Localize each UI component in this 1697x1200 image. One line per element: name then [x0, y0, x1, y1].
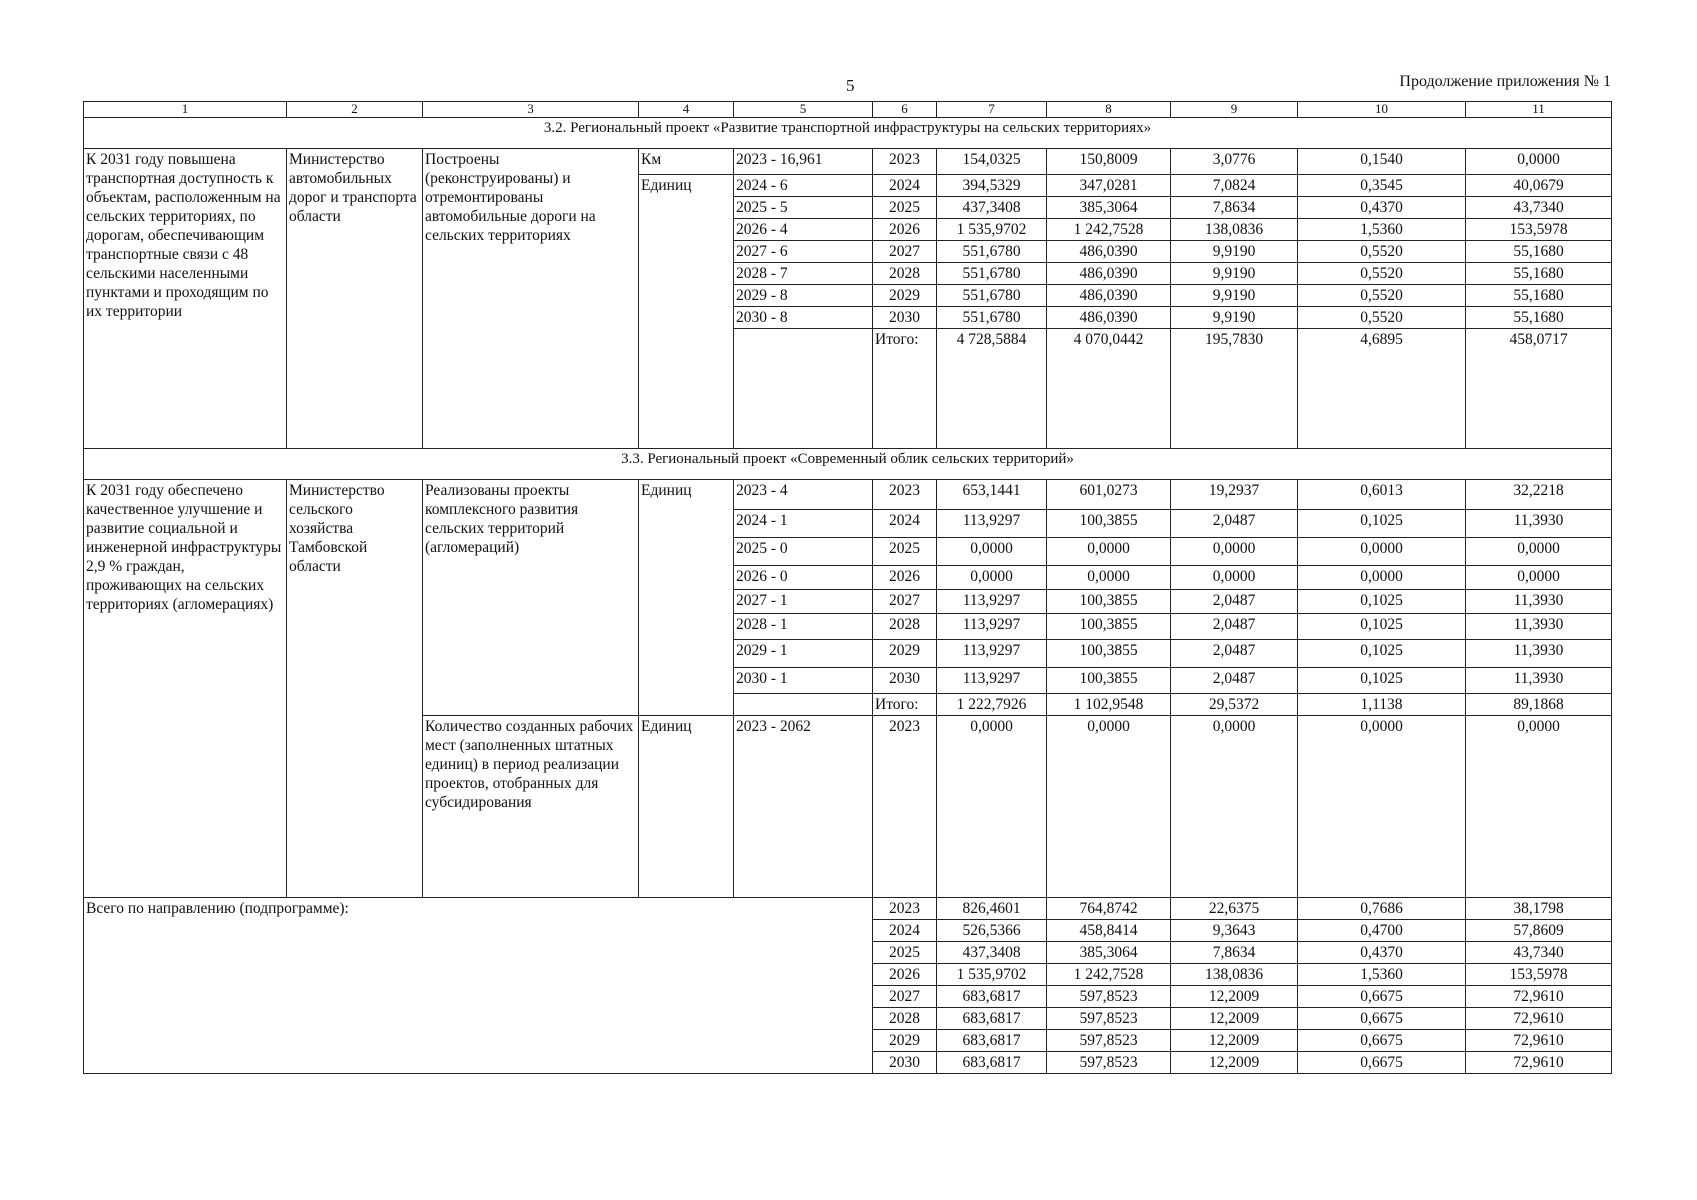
target-cell: 2028 - 1 [734, 614, 873, 640]
value-cell: 19,2937 [1171, 480, 1298, 510]
target-cell: 2030 - 8 [734, 307, 873, 329]
value-cell: 72,9610 [1466, 1052, 1612, 1074]
value-cell: 0,5520 [1298, 307, 1466, 329]
column-number: 7 [937, 102, 1047, 118]
value-cell: 486,0390 [1047, 307, 1171, 329]
column-number: 8 [1047, 102, 1171, 118]
value-cell: 154,0325 [937, 149, 1047, 175]
year-cell: 2029 [873, 640, 937, 668]
value-cell: 0,1540 [1298, 149, 1466, 175]
value-cell: 72,9610 [1466, 1008, 1612, 1030]
unit-cell: Единиц [639, 480, 734, 716]
target-cell [734, 329, 873, 449]
value-cell: 0,1025 [1298, 614, 1466, 640]
value-cell: 11,3930 [1466, 668, 1612, 694]
value-cell: 826,4601 [937, 898, 1047, 920]
section-title: 3.3. Региональный проект «Современный облик сельских территорий» [84, 449, 1612, 480]
year-cell: 2027 [873, 241, 937, 263]
value-cell: 0,0000 [1466, 716, 1612, 898]
target-cell [734, 694, 873, 716]
year-cell: 2028 [873, 263, 937, 285]
column-number: 1 [84, 102, 287, 118]
value-cell: 55,1680 [1466, 241, 1612, 263]
executor-cell: Министерство автомобильных дорог и транспорта области [287, 149, 423, 449]
value-cell: 0,4700 [1298, 920, 1466, 942]
target-cell: 2023 - 16,961 [734, 149, 873, 175]
value-cell: 0,4370 [1298, 197, 1466, 219]
year-cell: 2030 [873, 1052, 937, 1074]
target-cell: 2024 - 1 [734, 510, 873, 538]
value-cell: 2,0487 [1171, 668, 1298, 694]
target-cell: 2027 - 1 [734, 590, 873, 614]
value-cell: 653,1441 [937, 480, 1047, 510]
value-cell: 683,6817 [937, 1008, 1047, 1030]
year-cell: 2026 [873, 964, 937, 986]
column-number: 6 [873, 102, 937, 118]
value-cell: 12,2009 [1171, 986, 1298, 1008]
value-cell: 9,9190 [1171, 241, 1298, 263]
goal-cell: К 2031 году обеспечено качественное улучшение и развитие социальной и инженерной инфраструктуры 2,9 % граждан, проживающих на сельских территориях (агломерациях) [84, 480, 287, 898]
column-number: 2 [287, 102, 423, 118]
value-cell: 72,9610 [1466, 986, 1612, 1008]
value-cell: 0,0000 [937, 538, 1047, 566]
year-cell: 2028 [873, 614, 937, 640]
value-cell: 0,5520 [1298, 263, 1466, 285]
value-cell: 0,6013 [1298, 480, 1466, 510]
page-number: 5 [846, 76, 855, 95]
value-cell: 601,0273 [1047, 480, 1171, 510]
value-cell: 40,0679 [1466, 175, 1612, 197]
value-cell: 385,3064 [1047, 197, 1171, 219]
year-cell: 2023 [873, 480, 937, 510]
value-cell: 72,9610 [1466, 1030, 1612, 1052]
value-cell: 38,1798 [1466, 898, 1612, 920]
value-cell: 9,9190 [1171, 285, 1298, 307]
section-title: 3.2. Региональный проект «Развитие транспортной инфраструктуры на сельских территориях» [84, 118, 1612, 149]
value-cell: 0,5520 [1298, 285, 1466, 307]
value-cell: 0,6675 [1298, 1052, 1466, 1074]
year-cell: 2027 [873, 986, 937, 1008]
total-value: 29,5372 [1171, 694, 1298, 716]
value-cell: 0,5520 [1298, 241, 1466, 263]
value-cell: 0,0000 [1047, 716, 1171, 898]
total-value: 1 102,9548 [1047, 694, 1171, 716]
target-cell: 2025 - 5 [734, 197, 873, 219]
value-cell: 0,0000 [1466, 566, 1612, 590]
value-cell: 1 535,9702 [937, 964, 1047, 986]
value-cell: 100,3855 [1047, 640, 1171, 668]
target-cell: 2025 - 0 [734, 538, 873, 566]
year-cell: 2026 [873, 219, 937, 241]
value-cell: 113,9297 [937, 640, 1047, 668]
column-number: 11 [1466, 102, 1612, 118]
value-cell: 55,1680 [1466, 263, 1612, 285]
value-cell: 3,0776 [1171, 149, 1298, 175]
target-cell: 2023 - 4 [734, 480, 873, 510]
total-value: 4 728,5884 [937, 329, 1047, 449]
total-value: 4,6895 [1298, 329, 1466, 449]
year-cell: 2025 [873, 197, 937, 219]
value-cell: 12,2009 [1171, 1052, 1298, 1074]
year-cell: 2027 [873, 590, 937, 614]
table-row [84, 480, 1612, 510]
section-title-row [84, 118, 1612, 149]
value-cell: 2,0487 [1171, 640, 1298, 668]
value-cell: 43,7340 [1466, 942, 1612, 964]
continuation-note: Продолжение приложения № 1 [1399, 73, 1611, 90]
value-cell: 2,0487 [1171, 510, 1298, 538]
value-cell: 9,9190 [1171, 307, 1298, 329]
value-cell: 1 242,7528 [1047, 964, 1171, 986]
value-cell: 551,6780 [937, 263, 1047, 285]
value-cell: 0,6675 [1298, 986, 1466, 1008]
value-cell: 0,1025 [1298, 668, 1466, 694]
value-cell: 597,8523 [1047, 986, 1171, 1008]
value-cell: 113,9297 [937, 510, 1047, 538]
value-cell: 12,2009 [1171, 1030, 1298, 1052]
value-cell: 0,6675 [1298, 1008, 1466, 1030]
value-cell: 11,3930 [1466, 614, 1612, 640]
value-cell: 683,6817 [937, 986, 1047, 1008]
value-cell: 0,0000 [1171, 566, 1298, 590]
value-cell: 9,3643 [1171, 920, 1298, 942]
total-label: Итого: [873, 329, 937, 449]
table-body [84, 102, 1612, 1074]
value-cell: 683,6817 [937, 1052, 1047, 1074]
section-title-row [84, 449, 1612, 480]
value-cell: 486,0390 [1047, 241, 1171, 263]
value-cell: 385,3064 [1047, 942, 1171, 964]
year-cell: 2029 [873, 1030, 937, 1052]
year-cell: 2023 [873, 898, 937, 920]
value-cell: 683,6817 [937, 1030, 1047, 1052]
summary-row [84, 898, 1612, 920]
value-cell: 11,3930 [1466, 510, 1612, 538]
indicator-cell: Реализованы проекты комплексного развития сельских территорий (агломераций) [423, 480, 639, 716]
target-cell: 2026 - 0 [734, 566, 873, 590]
value-cell: 55,1680 [1466, 285, 1612, 307]
value-cell: 0,0000 [1466, 538, 1612, 566]
value-cell: 1,5360 [1298, 964, 1466, 986]
target-cell: 2023 - 2062 [734, 716, 873, 898]
total-label: Итого: [873, 694, 937, 716]
value-cell: 100,3855 [1047, 590, 1171, 614]
program-table [83, 101, 1612, 1074]
value-cell: 0,1025 [1298, 510, 1466, 538]
column-number: 3 [423, 102, 639, 118]
year-cell: 2030 [873, 307, 937, 329]
goal-cell: К 2031 году повышена транспортная доступность к объектам, расположенным на сельских территориях, по дорогам, обеспечивающим транспортные связи с 48 сельскими населенными пунктами и проходящим по их территории [84, 149, 287, 449]
value-cell: 0,0000 [1298, 716, 1466, 898]
target-cell: 2030 - 1 [734, 668, 873, 694]
target-cell: 2027 - 6 [734, 241, 873, 263]
value-cell: 458,8414 [1047, 920, 1171, 942]
value-cell: 100,3855 [1047, 668, 1171, 694]
value-cell: 0,0000 [937, 566, 1047, 590]
value-cell: 100,3855 [1047, 510, 1171, 538]
year-cell: 2025 [873, 942, 937, 964]
target-cell: 2029 - 8 [734, 285, 873, 307]
value-cell: 0,0000 [1171, 716, 1298, 898]
column-number: 9 [1171, 102, 1298, 118]
unit-cell: Единиц [639, 175, 734, 449]
target-cell: 2029 - 1 [734, 640, 873, 668]
value-cell: 0,1025 [1298, 590, 1466, 614]
value-cell: 0,0000 [937, 716, 1047, 898]
total-value: 4 070,0442 [1047, 329, 1171, 449]
target-cell: 2024 - 6 [734, 175, 873, 197]
value-cell: 597,8523 [1047, 1052, 1171, 1074]
year-cell: 2025 [873, 538, 937, 566]
value-cell: 551,6780 [937, 285, 1047, 307]
year-cell: 2030 [873, 668, 937, 694]
value-cell: 394,5329 [937, 175, 1047, 197]
column-number: 5 [734, 102, 873, 118]
value-cell: 11,3930 [1466, 640, 1612, 668]
value-cell: 526,5366 [937, 920, 1047, 942]
indicator-cell: Количество созданных рабочих мест (заполненных штатных единиц) в период реализации проектов, отобранных для субсидирования [423, 716, 639, 898]
value-cell: 55,1680 [1466, 307, 1612, 329]
year-cell: 2023 [873, 149, 937, 175]
value-cell: 0,0000 [1047, 538, 1171, 566]
value-cell: 597,8523 [1047, 1030, 1171, 1052]
value-cell: 597,8523 [1047, 1008, 1171, 1030]
unit-cell: Км [639, 149, 734, 175]
value-cell: 486,0390 [1047, 263, 1171, 285]
value-cell: 7,0824 [1171, 175, 1298, 197]
value-cell: 0,0000 [1171, 538, 1298, 566]
value-cell: 1 535,9702 [937, 219, 1047, 241]
value-cell: 100,3855 [1047, 614, 1171, 640]
total-value: 1,1138 [1298, 694, 1466, 716]
value-cell: 1,5360 [1298, 219, 1466, 241]
value-cell: 12,2009 [1171, 1008, 1298, 1030]
value-cell: 551,6780 [937, 241, 1047, 263]
total-value: 458,0717 [1466, 329, 1612, 449]
year-cell: 2029 [873, 285, 937, 307]
value-cell: 150,8009 [1047, 149, 1171, 175]
value-cell: 437,3408 [937, 942, 1047, 964]
value-cell: 43,7340 [1466, 197, 1612, 219]
value-cell: 0,0000 [1466, 149, 1612, 175]
value-cell: 9,9190 [1171, 263, 1298, 285]
total-value: 89,1868 [1466, 694, 1612, 716]
value-cell: 113,9297 [937, 668, 1047, 694]
value-cell: 32,2218 [1466, 480, 1612, 510]
value-cell: 764,8742 [1047, 898, 1171, 920]
year-cell: 2028 [873, 1008, 937, 1030]
unit-cell: Единиц [639, 716, 734, 898]
column-numbers-row [84, 102, 1612, 118]
value-cell: 11,3930 [1466, 590, 1612, 614]
value-cell: 0,4370 [1298, 942, 1466, 964]
value-cell: 57,8609 [1466, 920, 1612, 942]
value-cell: 2,0487 [1171, 614, 1298, 640]
column-number: 4 [639, 102, 734, 118]
value-cell: 138,0836 [1171, 964, 1298, 986]
value-cell: 22,6375 [1171, 898, 1298, 920]
value-cell: 0,0000 [1047, 566, 1171, 590]
column-number: 10 [1298, 102, 1466, 118]
value-cell: 0,1025 [1298, 640, 1466, 668]
target-cell: 2028 - 7 [734, 263, 873, 285]
value-cell: 0,7686 [1298, 898, 1466, 920]
year-cell: 2026 [873, 566, 937, 590]
total-value: 1 222,7926 [937, 694, 1047, 716]
target-cell: 2026 - 4 [734, 219, 873, 241]
year-cell: 2024 [873, 510, 937, 538]
value-cell: 0,0000 [1298, 566, 1466, 590]
value-cell: 347,0281 [1047, 175, 1171, 197]
value-cell: 7,8634 [1171, 942, 1298, 964]
table-row [84, 149, 1612, 175]
value-cell: 7,8634 [1171, 197, 1298, 219]
value-cell: 153,5978 [1466, 964, 1612, 986]
year-cell: 2024 [873, 920, 937, 942]
value-cell: 153,5978 [1466, 219, 1612, 241]
year-cell: 2023 [873, 716, 937, 898]
value-cell: 551,6780 [937, 307, 1047, 329]
value-cell: 2,0487 [1171, 590, 1298, 614]
year-cell: 2024 [873, 175, 937, 197]
value-cell: 486,0390 [1047, 285, 1171, 307]
value-cell: 113,9297 [937, 590, 1047, 614]
value-cell: 0,0000 [1298, 538, 1466, 566]
summary-label: Всего по направлению (подпрограмме): [84, 898, 873, 1074]
value-cell: 1 242,7528 [1047, 219, 1171, 241]
value-cell: 437,3408 [937, 197, 1047, 219]
value-cell: 0,3545 [1298, 175, 1466, 197]
value-cell: 0,6675 [1298, 1030, 1466, 1052]
value-cell: 113,9297 [937, 614, 1047, 640]
executor-cell: Министерство сельского хозяйства Тамбовской области [287, 480, 423, 898]
indicator-cell: Построены (реконструированы) и отремонтированы автомобильные дороги на сельских территориях [423, 149, 639, 449]
value-cell: 138,0836 [1171, 219, 1298, 241]
total-value: 195,7830 [1171, 329, 1298, 449]
